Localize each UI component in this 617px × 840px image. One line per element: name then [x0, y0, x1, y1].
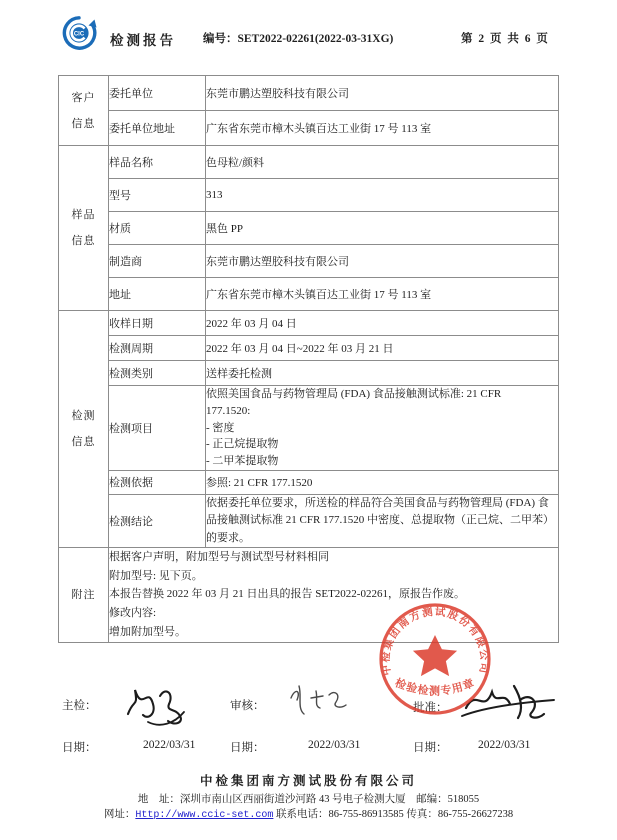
- row-label: 型号: [109, 179, 206, 212]
- row-label: 收样日期: [109, 311, 206, 336]
- date-label: 日期：: [230, 742, 265, 754]
- row-value: 东莞市鹏达塑胶科技有限公司: [206, 245, 559, 278]
- row-label: 检测结论: [109, 494, 206, 547]
- test-item-line: 177.1520:: [206, 404, 251, 417]
- report-number-label: 编号：: [203, 33, 238, 45]
- footer-address: 地 址：深圳市南山区西丽街道沙河路 43 号电子检测大厦 邮编：518055: [137, 794, 480, 805]
- group-cell-customer: [59, 76, 109, 146]
- row-label: 委托单位: [109, 76, 206, 111]
- group-cell-sample: [59, 146, 109, 311]
- approver-label: 批准：: [413, 702, 448, 714]
- page-indicator: 第 2 页 共 6 页: [461, 33, 550, 45]
- row-value: 2022 年 03 月 04 日~2022 年 03 月 21 日: [206, 336, 559, 361]
- note-line: 本报告替换 2022 年 03 月 21 日出具的报告 SET2022-02261，原报告作废。: [109, 588, 465, 601]
- report-title: 检测报告: [110, 33, 176, 48]
- row-label: 检测依据: [109, 470, 206, 494]
- date-label: 日期：: [413, 742, 448, 754]
- report-number-value: SET2022-02261(2022-03-31XG): [237, 33, 394, 45]
- test-item-line: - 二甲苯提取物: [206, 455, 279, 468]
- date-label: 日期：: [62, 742, 97, 754]
- svg-text:检验检测专用章: [393, 675, 477, 697]
- date-value: 2022/03/31: [478, 739, 531, 751]
- row-value: 广东省东莞市樟木头镇百达工业街 17 号 113 室: [206, 278, 559, 311]
- footer-company-name: 中检集团南方测试股份有限公司: [199, 774, 417, 788]
- row-value-test-items: [206, 386, 559, 471]
- row-value: 2022 年 03 月 04 日: [206, 311, 559, 336]
- website-link[interactable]: Http://www.ccic-set.com: [135, 810, 274, 821]
- test-item-line: - 正己烷提取物: [206, 438, 279, 451]
- row-label: 检测项目: [109, 386, 206, 471]
- report-number: [203, 30, 393, 46]
- row-value: 黑色 PP: [206, 212, 559, 245]
- date-value: 2022/03/31: [143, 739, 196, 751]
- row-label: 检测周期: [109, 336, 206, 361]
- approver-signature: [458, 678, 558, 730]
- group-line: 检测: [71, 409, 96, 422]
- stamp-serial-marks: [413, 709, 457, 713]
- row-value: 参照: 21 CFR 177.1520: [206, 470, 559, 494]
- note-line: 附加型号: 见下页。: [109, 569, 203, 582]
- group-cell-note: [59, 547, 109, 642]
- row-label: 地址: [109, 278, 206, 311]
- row-label: 样品名称: [109, 146, 206, 179]
- date-value: 2022/03/31: [308, 739, 361, 751]
- logo-text: CIC: [73, 31, 85, 38]
- reviewer-signature: [283, 678, 358, 726]
- cic-logo-icon: [61, 15, 97, 51]
- test-item-line: 依照美国食品与药物管理局 (FDA) 食品接触测试标准: 21 CFR: [206, 388, 502, 400]
- group-cell-test: [59, 311, 109, 548]
- stamp-ring-text: 中检集团南方测试股份有限公司: [380, 606, 490, 677]
- row-value: 色母粒/颜料: [206, 146, 559, 179]
- row-label: 委托单位地址: [109, 111, 206, 146]
- row-label: 制造商: [109, 245, 206, 278]
- inspector-signature: [118, 680, 198, 730]
- footer-phone: 联系电话：86-755-86913585 传真：86-755-26627238: [276, 809, 514, 820]
- row-label: 材质: [109, 212, 206, 245]
- stamp-banner-text: 检验检测专用章: [393, 677, 477, 698]
- reviewer-label: 审核：: [230, 700, 265, 712]
- group-line: 信息: [71, 235, 96, 247]
- inspector-label: 主检：: [62, 700, 97, 712]
- group-line: 样品: [71, 209, 96, 221]
- note-cell: [109, 547, 559, 642]
- test-item-line: - 密度: [206, 421, 235, 434]
- info-table: [58, 75, 559, 643]
- note-line: 修改内容:: [109, 607, 157, 620]
- group-line: 附注: [71, 588, 96, 601]
- row-value: 313: [206, 179, 559, 212]
- website-label: 网址：: [103, 809, 136, 820]
- row-label: 检测类别: [109, 361, 206, 386]
- group-line: 信息: [71, 435, 96, 448]
- note-line: 根据客户声明，附加型号与测试型号材料相同: [109, 550, 329, 563]
- row-value: 东莞市鹏达塑胶科技有限公司: [206, 76, 559, 111]
- group-line: 信息: [71, 117, 96, 130]
- footer-contact-line: [0, 806, 617, 821]
- row-value: 送样委托检测: [206, 361, 559, 386]
- row-value: 广东省东莞市樟木头镇百达工业街 17 号 113 室: [206, 111, 559, 146]
- note-line: 增加附加型号。: [109, 626, 186, 639]
- group-line: 客户: [71, 91, 96, 104]
- row-value-conclusion: 依据委托单位要求，所送检的样品符合美国食品与药物管理局 (FDA) 食品接触测试标准 21 CFR 177.1520 中密度、总提取物（正己烷、二甲苯）的要求。: [206, 494, 559, 547]
